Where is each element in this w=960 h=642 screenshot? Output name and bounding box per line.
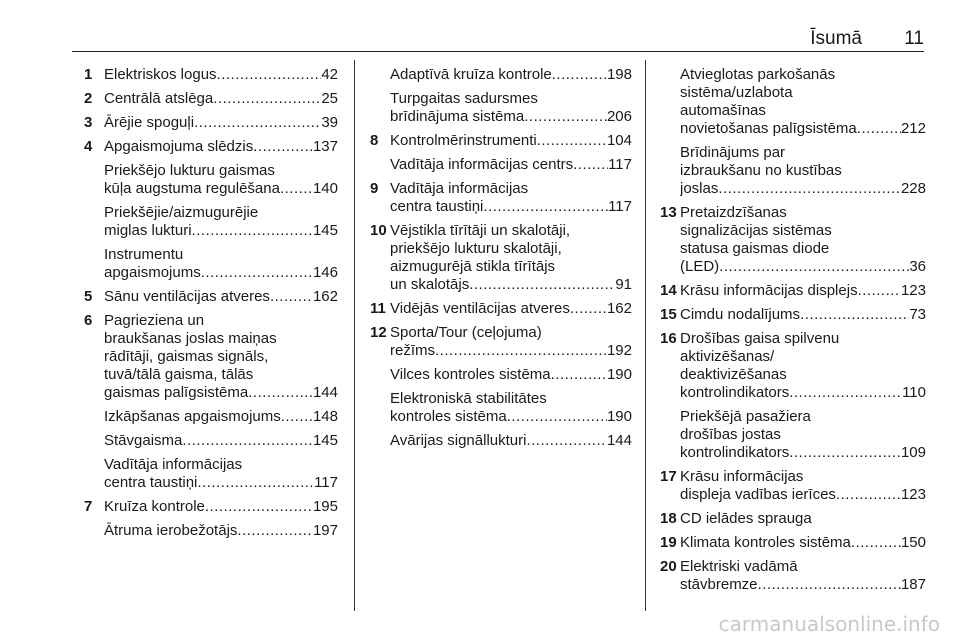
entry-label: gaismas palīgsistēma [104,384,249,401]
index-entry [660,66,926,138]
page-reference: 117 [608,156,632,173]
entry-last-line [390,408,632,426]
entry-last-line [104,180,338,198]
entry-label: Elektriskos logus [104,66,217,83]
entry-last-line [680,486,926,504]
index-entry [84,66,338,84]
entry-label: joslas [680,180,719,197]
entry-label: Kontrolmērinstrumenti [390,132,537,149]
entry-last-line [104,522,338,540]
entry-last-line [680,306,926,324]
dot-leader [573,156,608,174]
entry-last-line [104,90,338,108]
index-entry [84,408,338,426]
page-reference: 73 [909,306,926,323]
entry-text-line: priekšējo lukturu skalotāji, [390,240,562,257]
page-reference: 36 [909,258,926,275]
dot-leader [789,444,901,462]
callout-number: 4 [84,138,93,155]
entry-text-line: Brīdinājums par [680,144,786,161]
entry-last-line [680,180,926,198]
dot-leader [851,534,901,552]
page-reference: 192 [606,342,632,359]
entry-last-line [390,432,632,450]
page-reference: 39 [321,114,338,131]
page-reference: 140 [312,180,338,197]
entry-text-line: rādītāji, gaismas signāls, [104,348,269,365]
entry-label: CD ielādes sprauga [680,510,812,527]
entry-text-line: Vadītāja informācijas [104,456,243,473]
callout-number: 7 [84,498,93,515]
dot-leader [524,108,607,126]
entry-last-line [680,576,926,594]
entry-last-line [104,384,338,402]
entry-text-line: automašīnas [680,102,766,119]
page-reference: 117 [608,198,632,215]
dot-leader [537,132,607,150]
entry-text-line: braukšanas joslas maiņas [104,330,277,347]
dot-leader [526,432,607,450]
entry-last-line [104,408,338,426]
index-entry [660,510,926,528]
index-entry [660,558,926,594]
entry-label: Sānu ventilācijas atveres [104,288,270,305]
entry-text-line: Vadītāja informācijas [390,180,529,197]
page-reference: 187 [900,576,926,593]
entry-last-line [680,534,926,552]
dot-leader [758,576,901,594]
entry-label: centra taustiņi [104,474,198,491]
page-reference: 117 [314,474,338,491]
entry-label: novietošanas palīgsistēma [680,120,857,137]
index-entry [660,204,926,276]
index-entry [84,246,338,282]
entry-label: displeja vadības ierīces [680,486,836,503]
page-reference: 146 [312,264,338,281]
page-number: 11 [904,28,924,49]
page-reference: 195 [312,498,338,515]
dot-leader [213,90,321,108]
dot-leader [800,306,909,324]
entry-label: režīms [390,342,435,359]
entry-label: Adaptīvā kruīza kontrole [390,66,552,83]
page-header [72,26,924,52]
entry-text-line: Elektriski vadāmā [680,558,798,575]
dot-leader [205,498,313,516]
entry-label: brīdinājuma sistēma [390,108,525,125]
index-entry [660,144,926,198]
page-title: Īsumā [810,28,862,49]
entry-last-line [104,432,338,450]
page-reference: 228 [900,180,926,197]
index-entry [370,132,632,150]
entry-last-line [390,66,632,84]
entry-label: centra taustiņi [390,198,484,215]
entry-text-line: aktivizēšanas/ [680,348,775,365]
entry-text-line: drošības jostas [680,426,781,443]
index-entry [84,162,338,198]
entry-last-line [390,276,632,294]
entry-last-line [104,222,338,240]
entry-text-line: Vējstikla tīrītāji un skalotāji, [390,222,571,239]
page-reference: 91 [615,276,632,293]
dot-leader [858,282,901,300]
index-entry [660,330,926,402]
callout-number: 14 [660,282,677,299]
page-reference: 123 [900,486,926,503]
entry-last-line [680,258,926,276]
callout-number: 13 [660,204,677,221]
entry-label: Apgaismojuma slēdzis [104,138,254,155]
entry-last-line [104,66,338,84]
entry-last-line [680,444,926,462]
entry-last-line [390,300,632,318]
page-reference: 144 [606,432,632,449]
page-reference: 148 [312,408,338,425]
entry-last-line [680,510,926,528]
callout-number: 19 [660,534,677,551]
dot-leader [248,384,313,402]
entry-last-line [390,342,632,360]
dot-leader [197,474,314,492]
callout-number: 16 [660,330,677,347]
page-reference: 110 [902,384,926,401]
entry-last-line [104,264,338,282]
index-entry [370,180,632,216]
page-reference: 162 [312,288,338,305]
entry-last-line [104,288,338,306]
dot-leader [201,264,313,282]
entry-label: kūļa augstuma regulēšana [104,180,280,197]
index-entry [370,324,632,360]
dot-leader [281,408,313,426]
page-reference: 190 [606,366,632,383]
entry-last-line [104,114,338,132]
dot-leader [551,366,607,384]
entry-label: Stāvgaisma [104,432,183,449]
index-entry [370,366,632,384]
index-column-1 [84,66,338,546]
column-divider [354,60,355,611]
entry-label: Krāsu informācijas displejs [680,282,858,299]
entry-last-line [680,282,926,300]
index-entry [84,204,338,240]
page-reference: 104 [606,132,632,149]
page-reference: 198 [606,66,632,83]
page-reference: 42 [321,66,338,83]
entry-text-line: Atvieglotas parkošanās [680,66,836,83]
dot-leader [836,486,901,504]
index-entry [660,282,926,300]
entry-text-line: Pagrieziena un [104,312,205,329]
dot-leader [253,138,313,156]
page-reference: 144 [312,384,338,401]
entry-last-line [104,474,338,492]
dot-leader [435,342,607,360]
dot-leader [718,180,901,198]
entry-text-line: Instrumentu [104,246,184,263]
callout-number: 8 [370,132,379,149]
entry-text-line: Turpgaitas sadursmes [390,90,538,107]
index-entry [84,288,338,306]
callout-number: 20 [660,558,677,575]
page-reference: 197 [312,522,338,539]
page-reference: 123 [900,282,926,299]
entry-text-line: izbraukšanu no kustības [680,162,842,179]
dot-leader [552,66,607,84]
callout-number: 18 [660,510,677,527]
dot-leader [483,198,608,216]
entry-text-line: sistēma/uzlabota [680,84,793,101]
index-entry [84,456,338,492]
entry-label: stāvbremze [680,576,758,593]
entry-label: miglas lukturi [104,222,192,239]
callout-number: 6 [84,312,93,329]
dot-leader [194,114,321,132]
entry-last-line [390,156,632,174]
entry-label: apgaismojums [104,264,201,281]
callout-number: 15 [660,306,677,323]
callout-number: 12 [370,324,387,341]
index-entry [84,312,338,402]
entry-text-line: tuvā/tālā gaisma, tālās [104,366,254,383]
callout-number: 2 [84,90,93,107]
dot-leader [237,522,313,540]
index-entry [660,468,926,504]
index-column-3 [660,66,926,600]
watermark: carmanualsonline.info [718,612,940,636]
dot-leader [507,408,607,426]
entry-label: kontrolindikators [680,384,790,401]
page-reference: 25 [321,90,338,107]
entry-label: kontrolindikators [680,444,790,461]
callout-number: 11 [370,300,386,317]
index-entry [370,300,632,318]
callout-number: 9 [370,180,379,197]
entry-text-line: signalizācijas sistēmas [680,222,832,239]
callout-number: 17 [660,468,677,485]
dot-leader [469,276,615,294]
page-reference: 137 [312,138,338,155]
entry-text-line: Drošības gaisa spilvenu [680,330,840,347]
entry-label: Ātruma ierobežotājs [104,522,238,539]
dot-leader [217,66,322,84]
dot-leader [570,300,607,318]
dot-leader [192,222,313,240]
entry-label: (LED) [680,258,720,275]
page-reference: 145 [312,222,338,239]
entry-last-line [390,198,632,216]
dot-leader [857,120,901,138]
index-entry [660,408,926,462]
page-reference: 150 [900,534,926,551]
page-reference: 212 [900,120,926,137]
page-reference: 206 [606,108,632,125]
entry-last-line [680,120,926,138]
page-reference: 190 [606,408,632,425]
entry-label: Kruīza kontrole [104,498,205,515]
entry-label: un skalotājs [390,276,470,293]
index-entry [84,498,338,516]
index-column-2 [370,66,632,456]
entry-text-line: Priekšējā pasažiera [680,408,811,425]
index-entry [370,390,632,426]
entry-text-line: Sporta/Tour (ceļojuma) [390,324,542,341]
index-entry [84,432,338,450]
entry-text-line: Pretaizdzīšanas [680,204,787,221]
entry-last-line [390,132,632,150]
entry-text-line: aizmugurējā stikla tīrītājs [390,258,556,275]
dot-leader [719,258,909,276]
dot-leader [789,384,902,402]
index-entry [660,534,926,552]
callout-number: 3 [84,114,93,131]
page-reference: 162 [606,300,632,317]
index-entry [370,90,632,126]
entry-label: Vidējās ventilācijas atveres [390,300,570,317]
index-entry [370,156,632,174]
entry-last-line [390,366,632,384]
index-entry [84,138,338,156]
dot-leader [270,288,313,306]
index-entry [84,522,338,540]
entry-text-line: deaktivizēšanas [680,366,787,383]
entry-last-line [680,384,926,402]
entry-label: Ārējie spoguļi [104,114,195,131]
entry-last-line [104,138,338,156]
index-entry [370,66,632,84]
entry-label: kontroles sistēma [390,408,507,425]
entry-label: Cimdu nodalījums [680,306,801,323]
entry-label: Vadītāja informācijas centrs [390,156,574,173]
entry-last-line [390,108,632,126]
entry-label: Avārijas signāllukturi [390,432,527,449]
entry-text-line: Krāsu informācijas [680,468,804,485]
entry-label: Centrālā atslēga [104,90,214,107]
entry-text-line: Priekšējo lukturu gaismas [104,162,275,179]
index-entry [660,306,926,324]
entry-text-line: Priekšējie/aizmugurējie [104,204,259,221]
index-entry [84,90,338,108]
callout-number: 1 [84,66,93,83]
entry-text-line: Elektroniskā stabilitātes [390,390,547,407]
entry-label: Klimata kontroles sistēma [680,534,851,551]
index-entry [370,222,632,294]
page-reference: 145 [312,432,338,449]
index-entry [84,114,338,132]
callout-number: 5 [84,288,93,305]
dot-leader [182,432,313,450]
column-divider [645,60,646,611]
entry-text-line: statusa gaismas diode [680,240,830,257]
page-reference: 109 [900,444,926,461]
dot-leader [280,180,313,198]
index-entry [370,432,632,450]
entry-last-line [104,498,338,516]
callout-number: 10 [370,222,387,239]
entry-label: Izkāpšanas apgaismojums [104,408,281,425]
entry-label: Vilces kontroles sistēma [390,366,551,383]
